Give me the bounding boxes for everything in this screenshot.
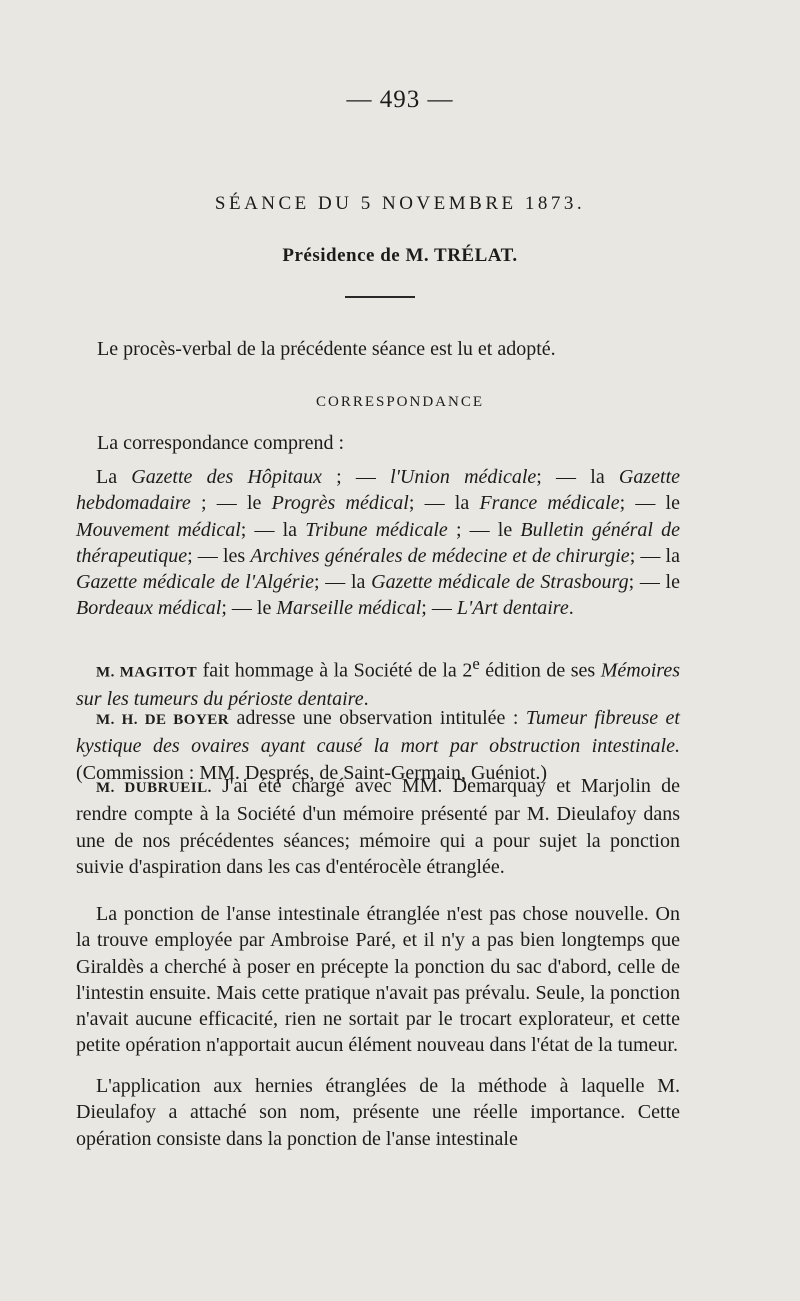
correspondence-intro: La correspondance comprend : bbox=[97, 432, 345, 454]
journal-title: Mouvement médical bbox=[76, 518, 241, 541]
presidency-line: Présidence de M. TRÉLAT. bbox=[282, 245, 518, 266]
journal-title: Gazette médicale de Strasbourg bbox=[371, 571, 629, 594]
magitot-paragraph: M. MAGITOT fait hommage à la Société de la 2e édition de ses Mémoires sur les tumeurs du périoste dentaire. bbox=[76, 654, 680, 710]
speaker-name: M. DUBRUEIL. bbox=[96, 780, 212, 796]
journal-title: Bulletin général de thérapeutique bbox=[76, 518, 680, 567]
ponction-paragraph: La ponction de l'anse intestinale étranglée n'est pas chose nouvelle. On la trouve employée par Ambroise Paré, et il n'y a pas bien longtemps que Giraldès a cherché à poser en précepte la ponction du sac d'abord, celle de l'intestin ensuite. Mais cette pratique n'avait pas prévalu. Seule, la ponction n'avait aucune efficacité, rien ne sortait par le trocart explorateur, et cette petite opération n'apportait aucun élément nouveau dans l'état de la tumeur. bbox=[76, 903, 680, 1057]
journal-title: Bordeaux médical bbox=[76, 597, 222, 620]
session-title: SÉANCE DU 5 NOVEMBRE 1873. bbox=[214, 193, 586, 214]
application-paragraph: L'application aux hernies étranglées de la méthode à laquelle M. Dieulafoy a attaché son nom, présente une réelle importance. Cette opération consiste dans la ponction de l'anse intestinale bbox=[76, 1075, 680, 1150]
journal-title: L'Art dentaire bbox=[456, 597, 569, 620]
speaker-name: M. MAGITOT bbox=[96, 664, 198, 681]
dubrueil-paragraph: M. DUBRUEIL. J'ai été chargé avec MM. Demarquay et Marjolin de rendre compte à la Société d'un mémoire présenté par M. Dieulafoy dans une de nos précédentes séances; mémoire qui a pour sujet la ponction suivie d'aspiration dans les cas d'entérocèle étranglée. bbox=[76, 775, 681, 878]
journal-title: Gazette des Hôpitaux bbox=[131, 466, 322, 488]
minutes-line: Le procès-verbal de la précédente séance est lu et adopté. bbox=[97, 338, 556, 360]
journal-title: France médicale bbox=[479, 492, 620, 515]
journals-list: La Gazette des Hôpitaux ; — l'Union médicale; — la Gazette hebdomadaire ; — le Progrès médical; — la France médicale; — le Mouvement médical; — la Tribune médicale ; — le Bulletin général de thérapeutique; — les Archives générales de médecine et de chirurgie; — la Gazette médicale de l'Algérie; — la Gazette médicale de Strasbourg; — le Bordeaux médical; — le Marseille médical; — L'Art dentaire. bbox=[76, 466, 680, 620]
correspondence-heading: CORRESPONDANCE bbox=[315, 394, 485, 410]
journal-title: Tribune médicale bbox=[305, 518, 448, 541]
journal-title: Archives générales de médecine et de chirurgie bbox=[250, 544, 630, 567]
journal-title: Gazette hebdomadaire bbox=[76, 466, 680, 515]
work-title: Mémoires sur les tumeurs du périoste dentaire bbox=[76, 659, 680, 710]
work-title: Tumeur fibreuse et kystique des ovaires ayant causé la mort par obstruction intestinale. bbox=[76, 707, 680, 758]
page-number: — 493 — bbox=[346, 86, 454, 113]
journal-title: Gazette médicale de l'Algérie bbox=[76, 571, 314, 594]
journal-title: Marseille médical bbox=[276, 597, 422, 620]
section-divider bbox=[345, 296, 415, 298]
journal-title: Progrès médical bbox=[271, 492, 409, 515]
journal-title: l'Union médicale bbox=[390, 466, 537, 488]
speaker-name: M. H. DE BOYER bbox=[96, 712, 230, 728]
boyer-paragraph: M. H. DE BOYER adresse une observation intitulée : Tumeur fibreuse et kystique des ovaires ayant causé la mort par obstruction intestinale. (Commission : MM. Després, de Saint-Germain, Guéniot.) bbox=[76, 707, 680, 784]
